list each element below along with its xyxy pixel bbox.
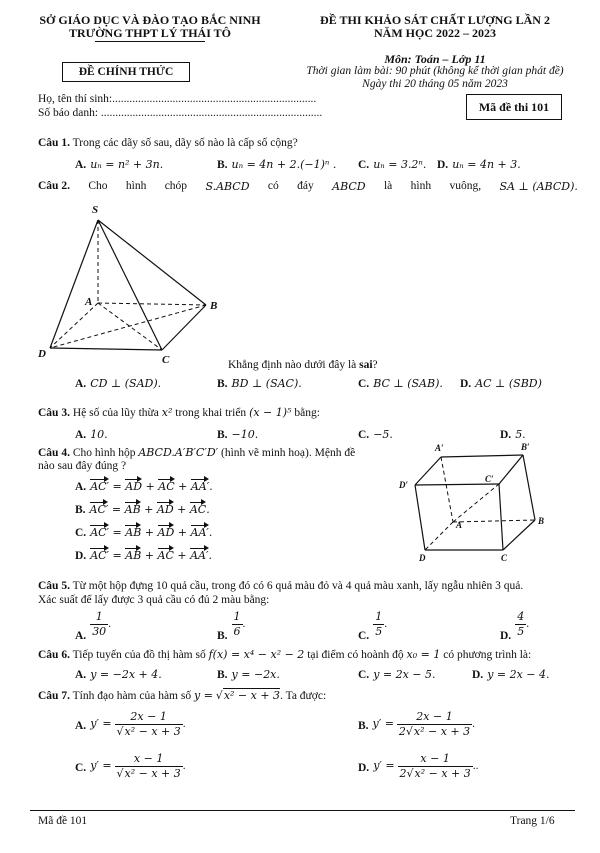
q2-option-d[interactable]: [460, 377, 542, 390]
edge-c1c: [499, 484, 503, 550]
q5-d-label: D.: [500, 630, 512, 643]
q2-prompt-text: Khẳng định nào dưới đây là: [228, 359, 357, 371]
q2-w4: có: [267, 180, 279, 192]
q3-a-val: 10.: [90, 428, 108, 441]
q7-stem: [38, 689, 326, 702]
q6-a-math: y = −2x + 4.: [90, 668, 162, 681]
q1-option-a[interactable]: [75, 158, 163, 171]
q5-stem-line2: Xác suất để lấy được 3 quả cầu có đủ 2 màu bằng:: [38, 594, 270, 606]
q7-d-coef: 2: [399, 767, 407, 780]
q7-d-num: x − 1: [398, 752, 473, 767]
q2-a-math: CD ⊥ (SAD).: [90, 377, 162, 390]
q4-a-t1: AD: [125, 480, 143, 493]
q7-option-b[interactable]: B. y′ = $\frac{2x - 1}{\text{2√x² − x + 3}}$ .: [358, 710, 475, 738]
q3-text-post: bằng:: [294, 407, 320, 419]
q2-b-label: B.: [217, 378, 228, 390]
q3-text-pre: Hệ số của lũy thừa: [72, 407, 159, 419]
q3-option-c[interactable]: [358, 428, 393, 441]
q1-a-label: A.: [75, 159, 87, 171]
footer-code: Mã đề 101: [38, 815, 88, 827]
q4-a-label: A.: [75, 481, 87, 493]
q3-label: Câu 3.: [38, 407, 70, 419]
q1-option-b[interactable]: [217, 158, 336, 171]
q2-c-label: C.: [358, 378, 370, 390]
label-d1: D′: [399, 480, 409, 490]
q6-option-d[interactable]: [472, 668, 550, 681]
q4-option-d[interactable]: D. AC′ = AB + AC + AA′.: [75, 549, 212, 562]
q1-c-math: uₙ = 3.2ⁿ.: [373, 158, 427, 171]
q4-a-t3: AA′: [190, 480, 210, 493]
q4-box: ABCD.A′B′C′D′: [138, 446, 219, 459]
q6-b-label: B.: [217, 669, 228, 681]
label-a1: A′: [435, 443, 444, 453]
q2-label: Câu 2.: [38, 180, 70, 192]
q7-c-label: C.: [75, 762, 87, 775]
edge-sd: [50, 220, 98, 348]
q4-d-t1: AB: [125, 549, 142, 562]
q2-option-b[interactable]: [217, 377, 302, 390]
q6-func: f(x) = x⁴ − x² − 2: [208, 648, 305, 661]
q4-option-a[interactable]: A. AC′ = AD + AC + AA′.: [75, 480, 213, 493]
q2-w8: hình: [410, 180, 432, 192]
q3-d-val: 5.: [515, 428, 526, 441]
q1-b-math: uₙ = 4n + 2.(−1)ⁿ .: [231, 158, 337, 171]
q4-b-t1: AB: [124, 503, 141, 516]
q2-c-math: BC ⊥ (SAB).: [373, 377, 443, 390]
q6-text-pre: Tiếp tuyến của đồ thị hàm số: [72, 649, 206, 661]
q4-b-t2: AD: [156, 503, 174, 516]
q4-b-label: B.: [75, 504, 86, 516]
q2-a-label: A.: [75, 378, 87, 390]
q2-prompt-end: ?: [372, 359, 378, 371]
q7-d-label: D.: [358, 762, 370, 775]
q7-b-yprime: y′ =: [372, 717, 394, 731]
q4-c-t2: AD: [157, 526, 175, 539]
q7-c-den: x² − x + 3: [124, 767, 181, 780]
q2-w6: ABCD: [332, 180, 366, 193]
q2-d-label: D.: [460, 378, 472, 390]
q2-w2: chóp: [164, 180, 188, 192]
q6-option-c[interactable]: [358, 668, 436, 681]
q4-c-t1: AB: [125, 526, 142, 539]
q6-c-label: C.: [358, 669, 370, 681]
edge-a1b1: [441, 455, 523, 457]
official-box: [62, 62, 190, 82]
q4-d-lhs: AC′: [90, 549, 110, 562]
q6-stem: [38, 648, 531, 661]
q4-stem: [38, 446, 368, 459]
q7-d-sqrt: √: [406, 767, 414, 780]
q2-prompt: [228, 359, 378, 371]
q2-b-math: BD ⊥ (SAC).: [231, 377, 302, 390]
q7-a-num: 2x − 1: [115, 710, 183, 725]
q2-w9: vuông,: [449, 180, 482, 192]
q6-d-label: D.: [472, 669, 484, 681]
q1-label: Câu 1.: [38, 137, 70, 149]
q7-sqrt-sign: √: [215, 689, 223, 702]
q2-prompt-bold: sai: [359, 359, 373, 371]
q7-d-den: x² − x + 3: [414, 767, 471, 780]
q7-c-sqrt: √: [116, 767, 124, 780]
edge-dc: [50, 348, 162, 350]
q7-text-pre: Tính đạo hàm của hàm số: [72, 690, 192, 702]
q7-func-rad: x² − x + 3: [223, 689, 281, 702]
q7-b-sqrt: √: [405, 725, 413, 738]
q7-b-coef: 2: [398, 725, 406, 738]
subject: Môn: Toán – Lớp 11: [384, 52, 486, 66]
q1-option-c[interactable]: [358, 158, 426, 171]
school-year: NĂM HỌC 2022 – 2023: [374, 26, 496, 40]
q5-d-den: 5: [517, 625, 525, 638]
q5-c-den: 5: [375, 625, 383, 638]
q7-d-yprime: y′ =: [373, 759, 395, 773]
q4-c-lhs: AC′: [90, 526, 110, 539]
q5-option-d[interactable]: D. $\frac{4}{5}$ .: [500, 610, 530, 643]
q3-stem: [38, 406, 320, 419]
q4-d-label: D.: [75, 550, 87, 562]
parallelepiped-figure: [395, 440, 555, 565]
q6-a-label: A.: [75, 669, 87, 681]
q4-b-lhs: AC′: [89, 503, 109, 516]
edge-ab: [98, 303, 206, 305]
exam-title: ĐỀ THI KHẢO SÁT CHẤT LƯỢNG LẦN 2: [320, 13, 550, 27]
q5-d-num: 4: [517, 610, 525, 623]
label-b: B: [538, 516, 545, 526]
q5-a-label: A.: [75, 630, 87, 643]
q5-option-a[interactable]: A. $\frac{1}{30}$ .: [75, 610, 112, 643]
edge-d1d: [415, 485, 425, 550]
q5-label: Câu 5.: [38, 580, 70, 592]
label-d: D: [38, 348, 46, 360]
q4-text-post: (hình vẽ minh hoạ). Mệnh đề: [221, 447, 356, 459]
footer-rule: [30, 810, 575, 811]
q5-b-label: B.: [217, 630, 228, 643]
footer-page: Trang 1/6: [510, 815, 555, 827]
q3-text-mid: trong khai triển: [175, 407, 247, 419]
q2-w7: là: [383, 180, 393, 192]
q3-option-b[interactable]: [217, 428, 258, 441]
q4-c-t3: AA′: [190, 526, 209, 539]
q4-d-t2: AC: [157, 549, 174, 562]
q3-b-label: B.: [217, 429, 228, 441]
q5-stem: [38, 580, 583, 592]
q2-w0: Cho: [88, 180, 108, 192]
q3-expr: (x − 1)⁵: [249, 406, 292, 419]
pyramid-figure: [30, 200, 230, 368]
school-name: TRƯỜNG THPT LÝ THÁI TÔ: [68, 26, 232, 40]
label-c: C: [501, 553, 508, 563]
edge-cb: [162, 305, 206, 350]
q7-a-den: x² − x + 3: [124, 725, 181, 738]
q4-a-t2: AC: [158, 480, 175, 493]
q1-b-label: B.: [217, 159, 228, 171]
candidate-number-field: Số báo danh: .............................................................................: [38, 107, 323, 119]
label-b: B: [210, 300, 218, 312]
duration: Thời gian làm bài: 90 phút (không kể thời gian phát đề): [306, 65, 564, 77]
q7-label: Câu 7.: [38, 690, 70, 702]
label-b1: B′: [521, 442, 530, 452]
q6-text-post: có phương trình là:: [443, 649, 532, 661]
q7-text-post: . Ta được:: [280, 690, 327, 702]
q6-x0: x₀ = 1: [406, 648, 441, 661]
q3-option-a[interactable]: [75, 428, 108, 441]
edge-ad: [425, 522, 453, 550]
q3-c-label: C.: [358, 429, 370, 441]
q7-a-label: A.: [75, 720, 87, 733]
q4-b-t3: AC: [189, 503, 207, 516]
q2-stem: [38, 180, 578, 193]
official-label: ĐỀ CHÍNH THỨC: [78, 66, 174, 78]
q6-label: Câu 6.: [38, 649, 70, 661]
q2-w3: S.ABCD: [205, 180, 250, 193]
q2-option-c[interactable]: [358, 377, 443, 390]
q4-option-b[interactable]: B. AC′ = AB + AD + AC.: [75, 503, 210, 516]
q4-option-c[interactable]: C. AC′ = AB + AD + AA′.: [75, 526, 213, 539]
q5-b-den: 6: [233, 625, 241, 638]
q1-a-math: uₙ = n² + 3n.: [90, 158, 164, 171]
q5-c-label: C.: [358, 630, 370, 643]
edge-cb: [503, 520, 535, 550]
q2-d-math: AC ⊥ (SBD): [475, 377, 542, 390]
q4-a-lhs: AC′: [90, 480, 110, 493]
edge-sc: [98, 220, 162, 350]
q6-option-b[interactable]: [217, 668, 280, 681]
q6-option-a[interactable]: [75, 668, 162, 681]
candidate-name-field: Họ, tên thí sinh:.......................................................................: [38, 93, 317, 105]
exam-code-box: [466, 94, 562, 120]
q2-option-a[interactable]: [75, 377, 161, 390]
q4-c-label: C.: [75, 527, 87, 539]
q3-term: x²: [161, 406, 173, 419]
q7-option-c[interactable]: C. y′ = $\frac{x - 1}{\text{√x² − x + 3}}$ .: [75, 752, 186, 780]
edge-c1d1: [415, 484, 499, 485]
q7-func-lhs: y =: [193, 689, 213, 702]
q3-a-label: A.: [75, 429, 87, 441]
q1-text: Trong các dãy số sau, dãy số nào là cấp số cộng?: [72, 137, 298, 149]
q5-option-b[interactable]: B. $\frac{1}{6}$ .: [217, 610, 246, 643]
school-underline: [95, 41, 205, 42]
edge-ab: [453, 520, 535, 522]
diag-bd: [50, 305, 206, 348]
edge-d1a1: [415, 457, 441, 485]
q7-b-label: B.: [358, 720, 369, 733]
q5-a-num: 1: [90, 610, 108, 625]
label-a: A: [456, 520, 463, 530]
edge-a1a: [441, 457, 453, 522]
q7-b-den: x² − x + 3: [413, 725, 471, 738]
q1-d-math: uₙ = 4n + 3.: [452, 158, 521, 171]
q7-a-sqrt: √: [116, 725, 124, 738]
q1-option-d[interactable]: [437, 158, 521, 171]
q1-stem: [38, 137, 298, 149]
q4-label: Câu 4.: [38, 447, 70, 459]
q3-d-label: D.: [500, 429, 512, 441]
label-a: A: [85, 296, 93, 308]
exam-date: Ngày thi 20 tháng 05 năm 2023: [362, 78, 508, 90]
edge-b1b: [523, 455, 535, 520]
q7-option-a[interactable]: A. y′ = $\frac{2x - 1}{\text{√x² − x + 3}}$ .: [75, 710, 186, 738]
q5-text: Từ một hộp đựng 10 quả cầu, trong đó có 6 quả màu đỏ và 4 quả màu xanh, lấy ngẫu nhiên 3 quả.: [72, 580, 524, 592]
q6-d-math: y = 2x − 4.: [487, 668, 550, 681]
q6-text-mid: tại điểm có hoành độ: [307, 649, 404, 661]
q5-option-c[interactable]: C. $\frac{1}{5}$ .: [358, 610, 388, 643]
edge-b1c1: [499, 455, 523, 484]
label-c1: C′: [485, 474, 494, 484]
q3-c-val: −5.: [373, 428, 393, 441]
q4-d-t3: AA′: [190, 549, 209, 562]
q5-a-den: 30: [92, 625, 107, 638]
q3-b-val: −10.: [231, 428, 259, 441]
q2-w5: đáy: [297, 180, 314, 192]
q7-b-num: 2x − 1: [397, 710, 472, 725]
q2-w10: SA ⊥ (ABCD).: [499, 180, 578, 193]
diag-ac: [98, 303, 162, 350]
label-d: D: [419, 553, 426, 563]
diag-ac1: [453, 484, 499, 522]
label-c: C: [162, 354, 170, 366]
edge-sb: [98, 220, 206, 305]
q5-b-num: 1: [233, 610, 241, 623]
q1-c-label: C.: [358, 159, 370, 171]
q6-c-math: y = 2x − 5.: [373, 668, 436, 681]
label-s: S: [92, 204, 99, 216]
exam-code: Mã đề thi 101: [478, 100, 550, 114]
q4-text-pre: Cho hình hộp: [72, 447, 136, 459]
q2-w1: hình: [125, 180, 147, 192]
q6-b-math: y = −2x.: [231, 668, 280, 681]
q4-stem-line2: nào sau đây đúng ?: [38, 460, 127, 472]
q7-option-d[interactable]: D. y′ = $\frac{x - 1}{\text{2√x² − x + 3}}$ ..: [358, 752, 479, 780]
q7-c-yprime: y′ =: [90, 759, 112, 773]
q5-c-num: 1: [375, 610, 383, 623]
q7-c-num: x − 1: [115, 752, 183, 767]
dept-name: SỞ GIÁO DỤC VÀ ĐÀO TẠO BẮC NINH: [39, 13, 261, 27]
q1-d-label: D.: [437, 159, 449, 171]
q7-a-yprime: y′ =: [90, 717, 112, 731]
